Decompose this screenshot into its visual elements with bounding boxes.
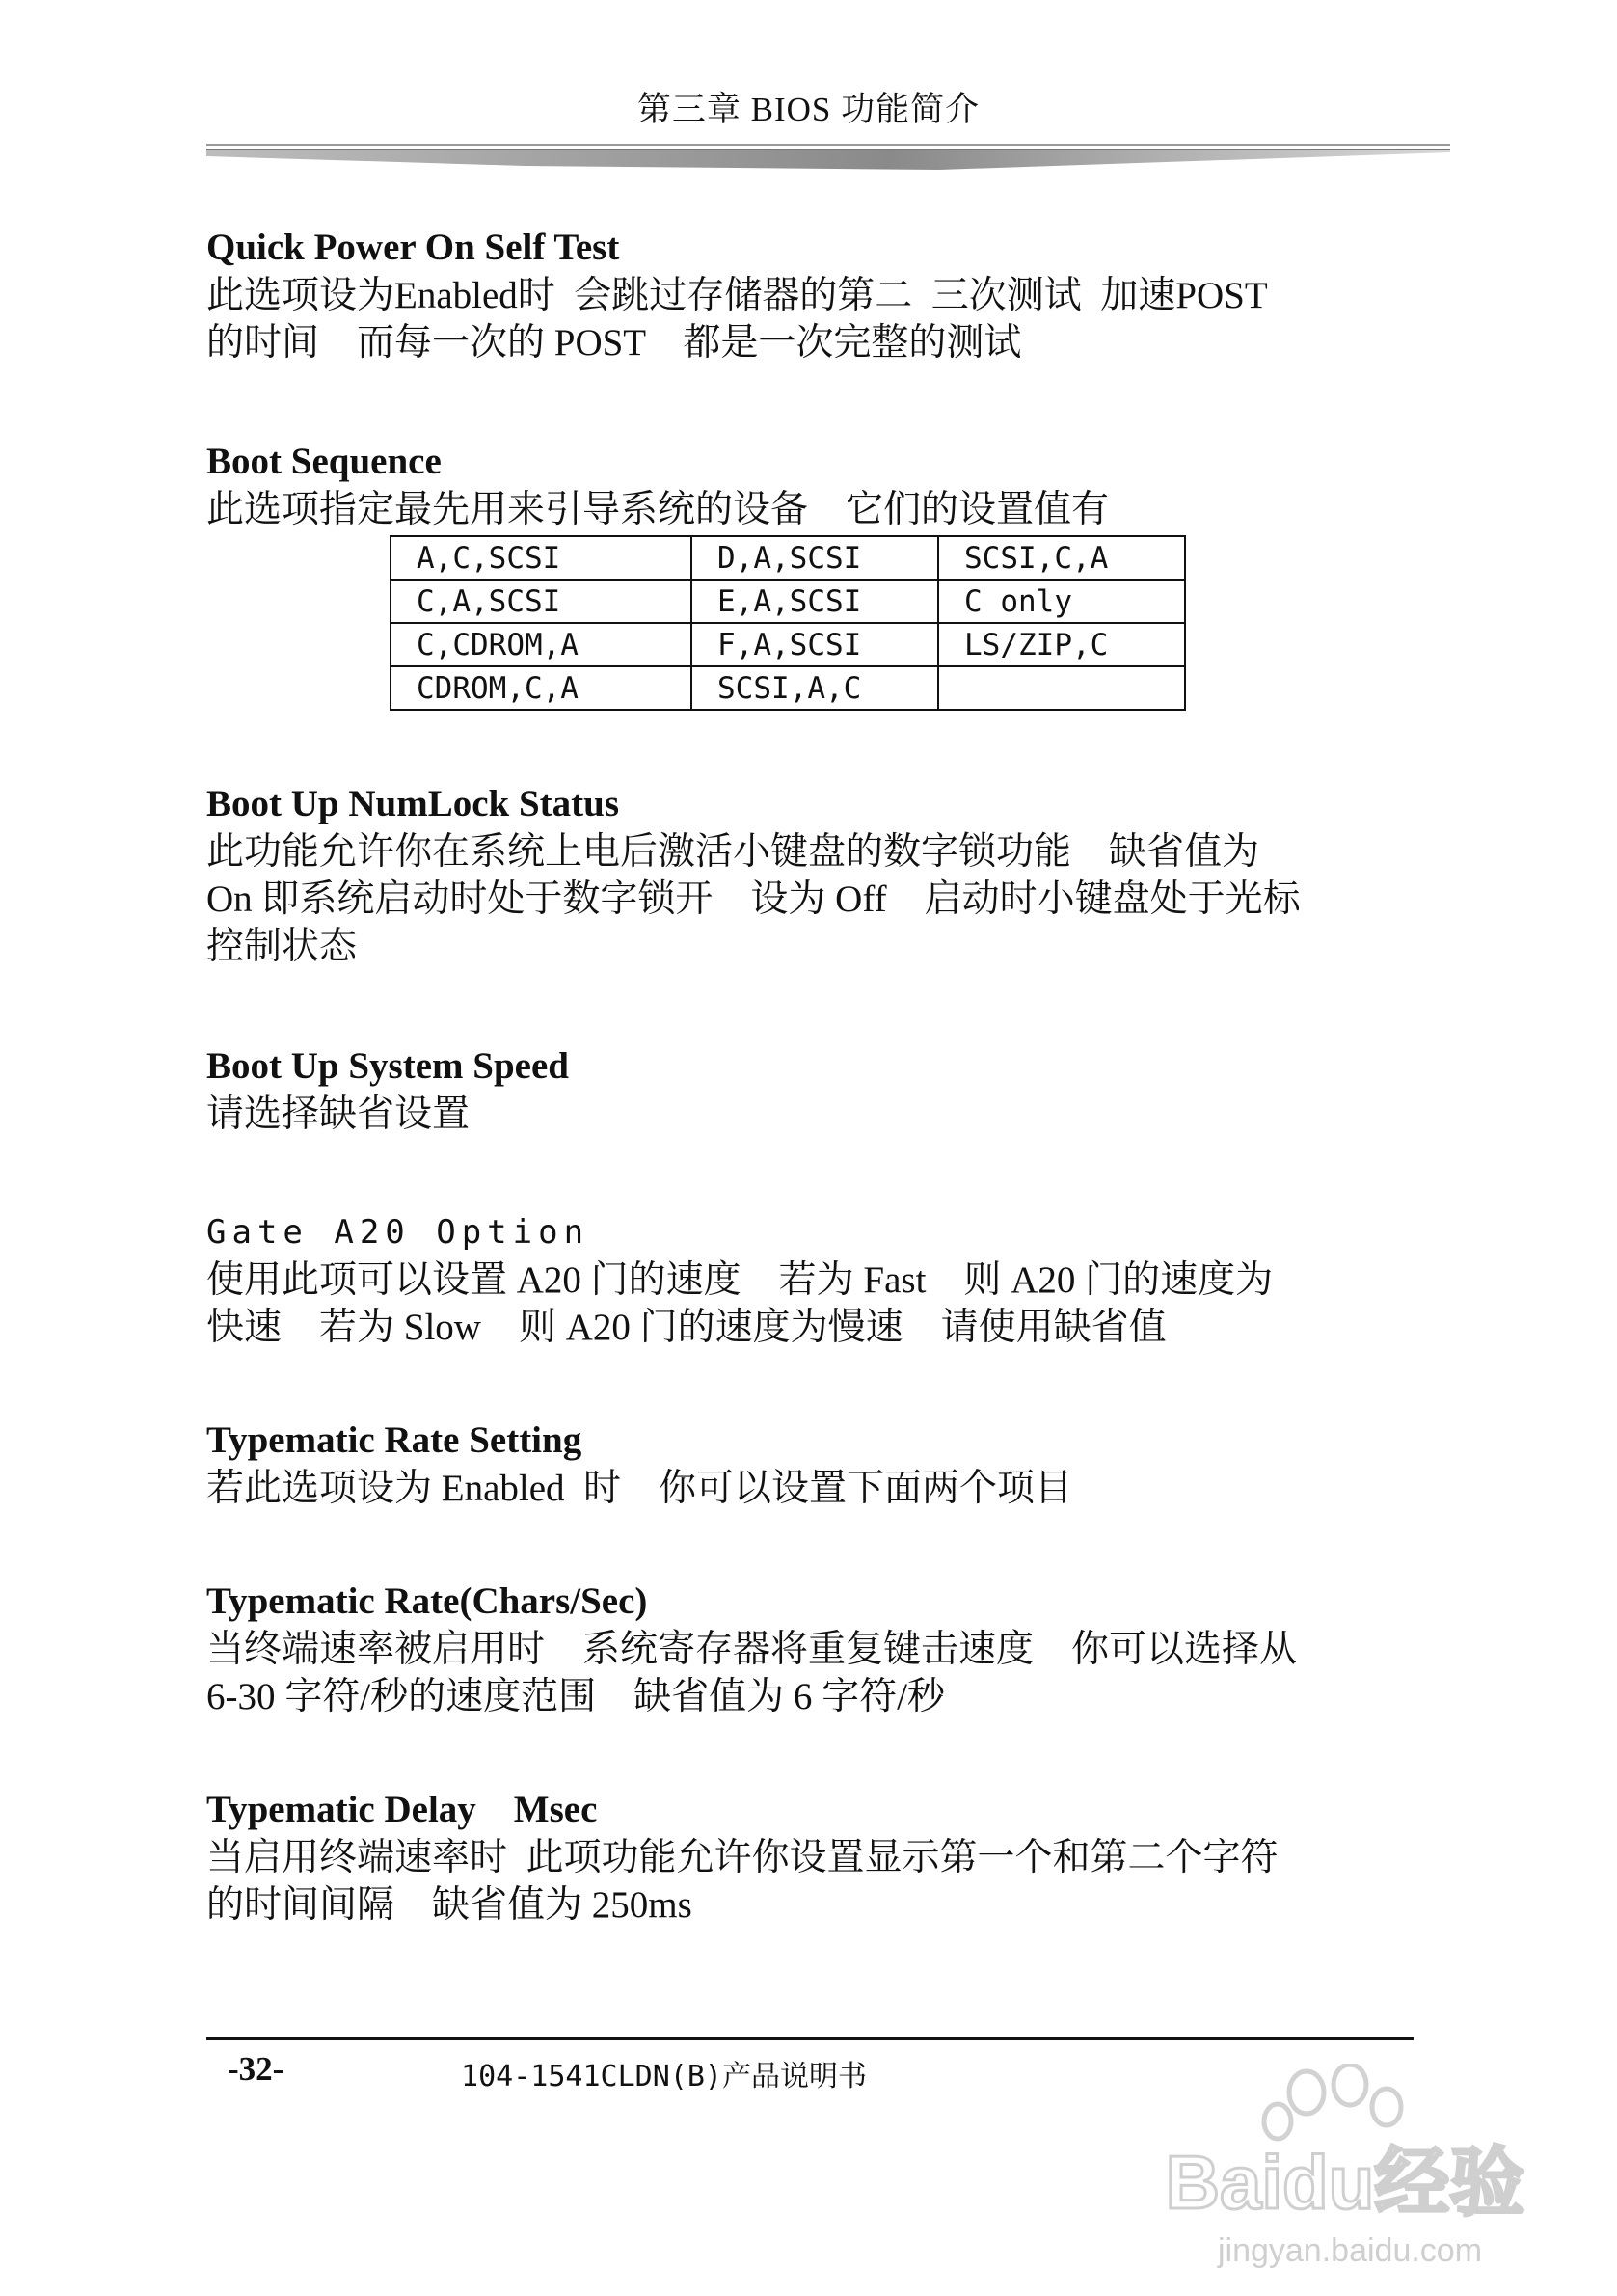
boot-sequence-table <box>390 535 1186 711</box>
section-typematic-rate-chars-sec <box>206 1578 1392 1720</box>
table-cell: C only <box>938 580 1185 623</box>
section-heading: Boot Sequence <box>206 441 442 482</box>
table-cell: F,A,SCSI <box>691 623 938 666</box>
table-cell: SCSI,C,A <box>938 536 1185 580</box>
table-cell: E,A,SCSI <box>691 580 938 623</box>
table-row <box>391 536 1185 580</box>
section-text-line: 当终端速率被启用时 系统寄存器将重复键击速度 你可以选择从 <box>206 1629 1298 1670</box>
section-text-line: 此选项设为Enabled时 会跳过存储器的第二 三次测试 加速POST <box>206 275 1268 316</box>
section-text-line: 当启用终端速率时 此项功能允许你设置显示第一个和第二个字符 <box>206 1837 1279 1878</box>
section-heading: Gate A20 Option <box>206 1213 590 1252</box>
section-gate-a20-option <box>206 1208 1392 1351</box>
section-text-line: 此选项指定最先用来引导系统的设备 它们的设置值有 <box>206 489 1110 530</box>
page-header-title: 第三章 BIOS 功能简介 <box>636 91 981 128</box>
table-cell: LS/ZIP,C <box>938 623 1185 666</box>
header-rule <box>206 141 1450 176</box>
table-row <box>391 580 1185 623</box>
baidu-paw-icon <box>1264 2065 1401 2139</box>
section-text-line: 若此选项设为 Enabled 时 你可以设置下面两个项目 <box>206 1468 1073 1509</box>
table-cell <box>938 666 1185 710</box>
watermark-brand: Baidu经验 <box>1165 2140 1525 2225</box>
section-quick-power-on-self-test <box>206 224 1392 366</box>
section-heading: Quick Power On Self Test <box>206 227 620 268</box>
table-cell: A,C,SCSI <box>391 536 691 580</box>
table-cell: D,A,SCSI <box>691 536 938 580</box>
section-heading: Typematic Rate Setting <box>206 1419 582 1461</box>
footer-document-title: 104-1541CLDN(B)产品说明书 <box>461 2060 867 2093</box>
table-row <box>391 666 1185 710</box>
section-text-line: 控制状态 <box>206 926 358 967</box>
table-row <box>391 623 1185 666</box>
section-text-line: 请选择缺省设置 <box>206 1094 471 1135</box>
section-boot-up-system-speed <box>206 1042 1392 1138</box>
section-boot-sequence <box>206 438 1392 711</box>
section-heading: Boot Up System Speed <box>206 1045 569 1087</box>
section-typematic-delay-msec <box>206 1786 1392 1929</box>
page-number: -32- <box>228 2050 284 2088</box>
section-text-line: 6-30 字符/秒的速度范围 缺省值为 6 字符/秒 <box>206 1676 945 1717</box>
table-cell: SCSI,A,C <box>691 666 938 710</box>
section-heading: Typematic Delay Msec <box>206 1789 598 1830</box>
section-text-line: 的时间 而每一次的 POST 都是一次完整的测试 <box>206 322 1022 364</box>
section-text-line: On 即系统启动时处于数字锁开 设为 Off 启动时小键盘处于光标 <box>206 878 1301 920</box>
document-body <box>206 224 1392 1929</box>
table-cell: CDROM,C,A <box>391 666 691 710</box>
section-text-line: 的时间间隔 缺省值为 250ms <box>206 1884 692 1926</box>
footer-rule <box>206 2037 1414 2040</box>
table-cell: C,A,SCSI <box>391 580 691 623</box>
section-typematic-rate-setting <box>206 1417 1392 1512</box>
section-heading: Boot Up NumLock Status <box>206 783 619 824</box>
section-text-line: 此功能允许你在系统上电后激活小键盘的数字锁功能 缺省值为 <box>206 831 1260 873</box>
baidu-jingyan-watermark <box>1143 2064 1548 2285</box>
section-boot-up-numlock-status <box>206 780 1392 970</box>
table-cell: C,CDROM,A <box>391 623 691 666</box>
watermark-url: jingyan.baidu.com <box>1217 2232 1483 2269</box>
section-heading: Typematic Rate(Chars/Sec) <box>206 1580 648 1622</box>
section-text-line: 使用此项可以设置 A20 门的速度 若为 Fast 则 A20 门的速度为 <box>206 1259 1274 1301</box>
section-text-line: 快速 若为 Slow 则 A20 门的速度为慢速 请使用缺省值 <box>206 1307 1167 1348</box>
